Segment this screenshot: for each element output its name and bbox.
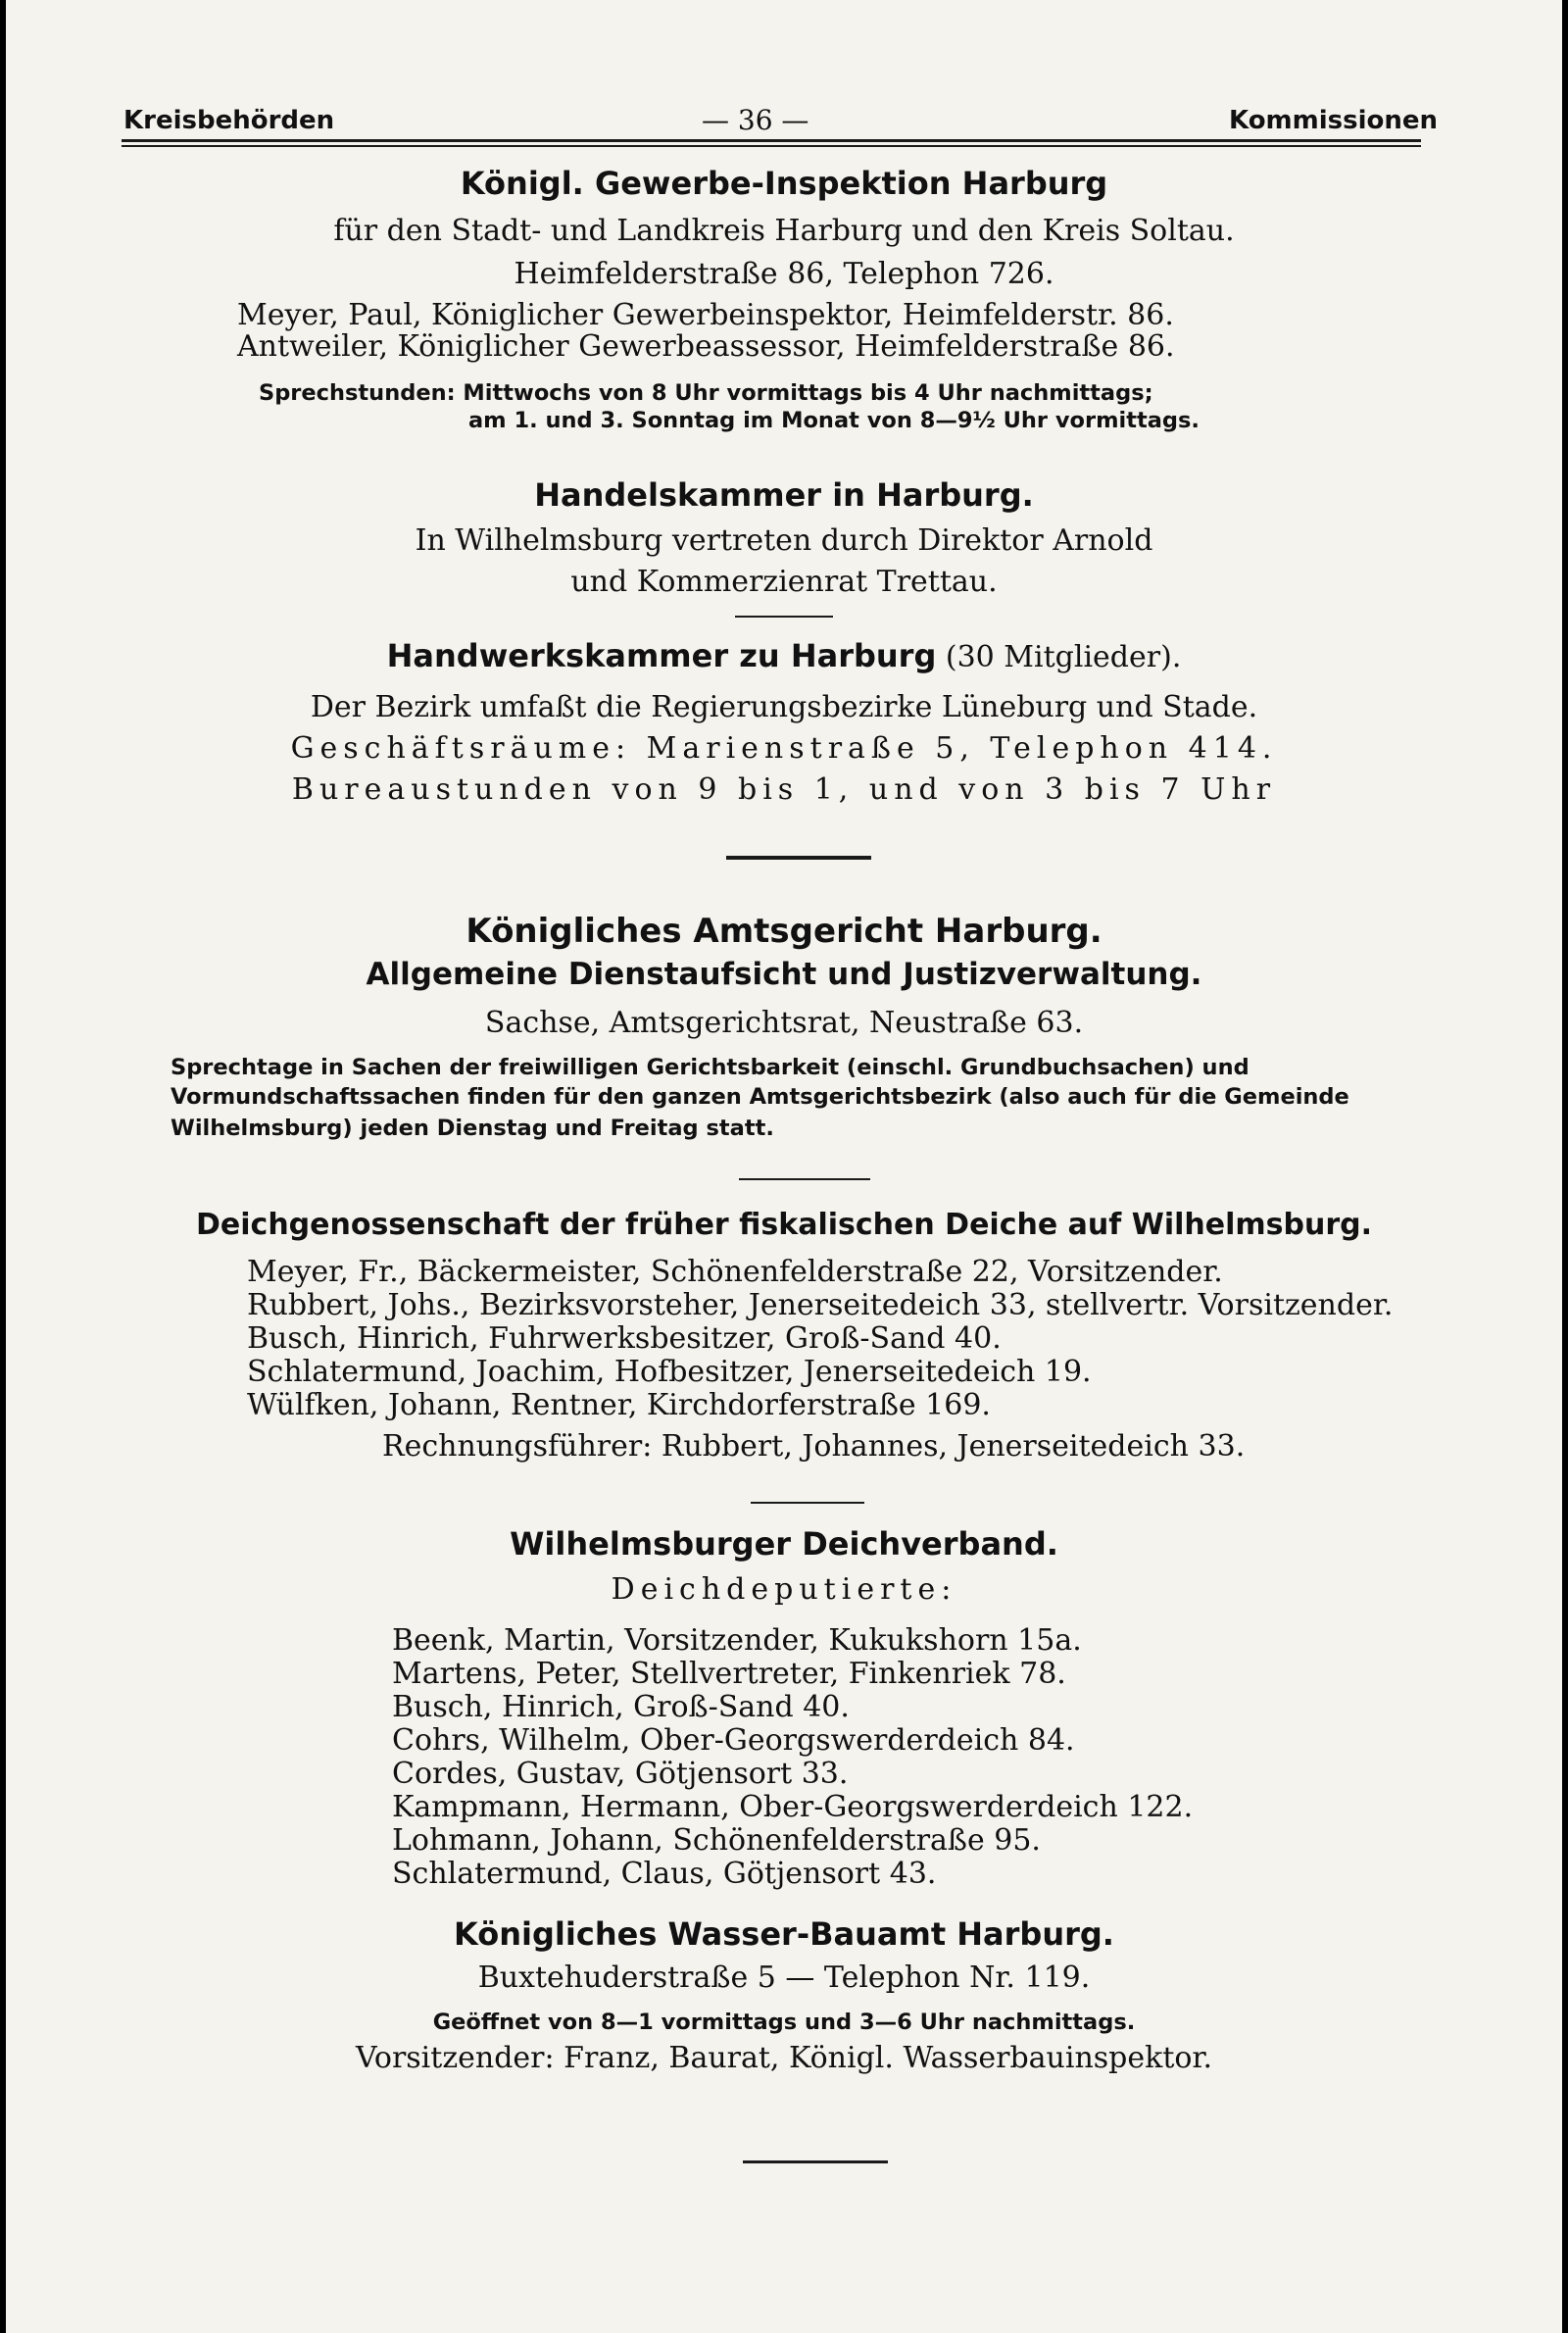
handelskammer-line1: In Wilhelmsburg vertreten durch Direktor Arnold: [415, 523, 1153, 558]
gewerbe-line2: Heimfelderstraße 86, Telephon 726.: [514, 257, 1054, 291]
handwerkskammer-line3: Bureaustunden von 9 bis 1, und von 3 bis 7 Uhr: [291, 772, 1277, 807]
amtsgericht-note2: Vormundschaftssachen finden für den ganzen Amtsgerichtsbezirk (also auch für die Gemeinde: [171, 1084, 1349, 1110]
deichverband-member-8: Schlatermund, Claus, Götjensort 43.: [392, 1857, 937, 1891]
document-page: [6, 0, 1562, 2333]
deichverband-member-3: Busch, Hinrich, Groß-Sand 40.: [392, 1690, 850, 1724]
deichverband-member-7: Lohmann, Johann, Schönenfelderstraße 95.: [392, 1823, 1041, 1858]
handwerkskammer-heading: [6, 637, 1562, 674]
section-divider: [739, 1178, 870, 1180]
section-divider-final: [743, 2160, 888, 2163]
deichgenossenschaft-title: Deichgenossenschaft der früher fiskalischen Deiche auf Wilhelmsburg.: [196, 1208, 1372, 1242]
amtsgericht-title: Königliches Amtsgericht Harburg.: [466, 912, 1102, 951]
deichverband-member-5: Cordes, Gustav, Götjensort 33.: [392, 1757, 849, 1791]
handwerkskammer-members: (30 Mitglieder).: [936, 640, 1182, 674]
running-header-right: Kommissionen: [1229, 106, 1439, 135]
deichverband-member-4: Cohrs, Wilhelm, Ober-Georgswerderdeich 84.: [392, 1723, 1075, 1758]
gewerbe-hours1: Sprechstunden: Mittwochs von 8 Uhr vormittags bis 4 Uhr nachmittags;: [259, 380, 1153, 406]
amtsgericht-line1: Sachse, Amtsgerichtsrat, Neustraße 63.: [484, 1006, 1084, 1040]
gewerbe-hours2: am 1. und 3. Sonntag im Monat von 8—9½ Uhr vormittags.: [468, 408, 1200, 433]
handwerkskammer-line2: Geschäftsräume: Marienstraße 5, Telephon 414.: [290, 731, 1278, 766]
header-rule-thin: [122, 145, 1421, 147]
handwerkskammer-title: Handwerkskammer zu Harburg: [386, 637, 937, 674]
gewerbe-person1: Meyer, Paul, Königlicher Gewerbeinspektor, Heimfelderstr. 86.: [237, 298, 1174, 332]
deich-member-2: Rubbert, Johs., Bezirksvorsteher, Jenerseitedeich 33, stellvertr. Vorsitzender.: [247, 1288, 1394, 1322]
deichverband-title: Wilhelmsburger Deichverband.: [510, 1525, 1058, 1563]
deichverband-member-2: Martens, Peter, Stellvertreter, Finkenriek 78.: [392, 1657, 1066, 1691]
running-header-left: Kreisbehörden: [123, 106, 335, 135]
wasserbauamt-chair: Vorsitzender: Franz, Baurat, Königl. Wasserbauinspektor.: [355, 2041, 1213, 2075]
deichverband-subtitle: Deichdeputierte:: [611, 1572, 957, 1607]
handelskammer-line2: und Kommerzienrat Trettau.: [570, 565, 998, 599]
wasserbauamt-hours: Geöffnet von 8—1 vormittags und 3—6 Uhr nachmittags.: [432, 2010, 1136, 2035]
gewerbe-person2: Antweiler, Königlicher Gewerbeassessor, Heimfelderstraße 86.: [237, 329, 1175, 364]
handelskammer-title: Handelskammer in Harburg.: [534, 476, 1034, 514]
amtsgericht-note3: Wilhelmsburg) jeden Dienstag und Freitag statt.: [171, 1116, 774, 1141]
gewerbe-line1: für den Stadt- und Landkreis Harburg und den Kreis Soltau.: [333, 214, 1235, 248]
gewerbe-title: Königl. Gewerbe-Inspektion Harburg: [460, 165, 1108, 202]
deich-treasurer: Rechnungsführer: Rubbert, Johannes, Jenerseitedeich 33.: [382, 1429, 1246, 1464]
section-divider: [751, 1502, 864, 1504]
amtsgericht-note1: Sprechtage in Sachen der freiwilligen Gerichtsbarkeit (einschl. Grundbuchsachen) und: [171, 1055, 1250, 1080]
amtsgericht-subtitle: Allgemeine Dienstaufsicht und Justizverwaltung.: [366, 957, 1202, 992]
deichverband-member-1: Beenk, Martin, Vorsitzender, Kukukshorn 15a.: [392, 1623, 1082, 1658]
page-number: — 36 —: [702, 104, 809, 136]
section-divider-bold: [726, 856, 871, 860]
deich-member-1: Meyer, Fr., Bäckermeister, Schönenfelderstraße 22, Vorsitzender.: [247, 1255, 1223, 1289]
header-rule: [122, 139, 1421, 142]
deich-member-4: Schlatermund, Joachim, Hofbesitzer, Jenerseitedeich 19.: [247, 1355, 1092, 1389]
deichverband-member-6: Kampmann, Hermann, Ober-Georgswerderdeich 122.: [392, 1790, 1194, 1824]
handwerkskammer-line1: Der Bezirk umfaßt die Regierungsbezirke Lüneburg und Stade.: [310, 690, 1258, 724]
deich-member-3: Busch, Hinrich, Fuhrwerksbesitzer, Groß-Sand 40.: [247, 1321, 1002, 1356]
wasserbauamt-title: Königliches Wasser-Bauamt Harburg.: [454, 1915, 1114, 1953]
section-divider: [735, 616, 833, 618]
deich-member-5: Wülfken, Johann, Rentner, Kirchdorferstraße 169.: [247, 1388, 991, 1422]
wasserbauamt-line1: Buxtehuderstraße 5 — Telephon Nr. 119.: [477, 1961, 1091, 1995]
